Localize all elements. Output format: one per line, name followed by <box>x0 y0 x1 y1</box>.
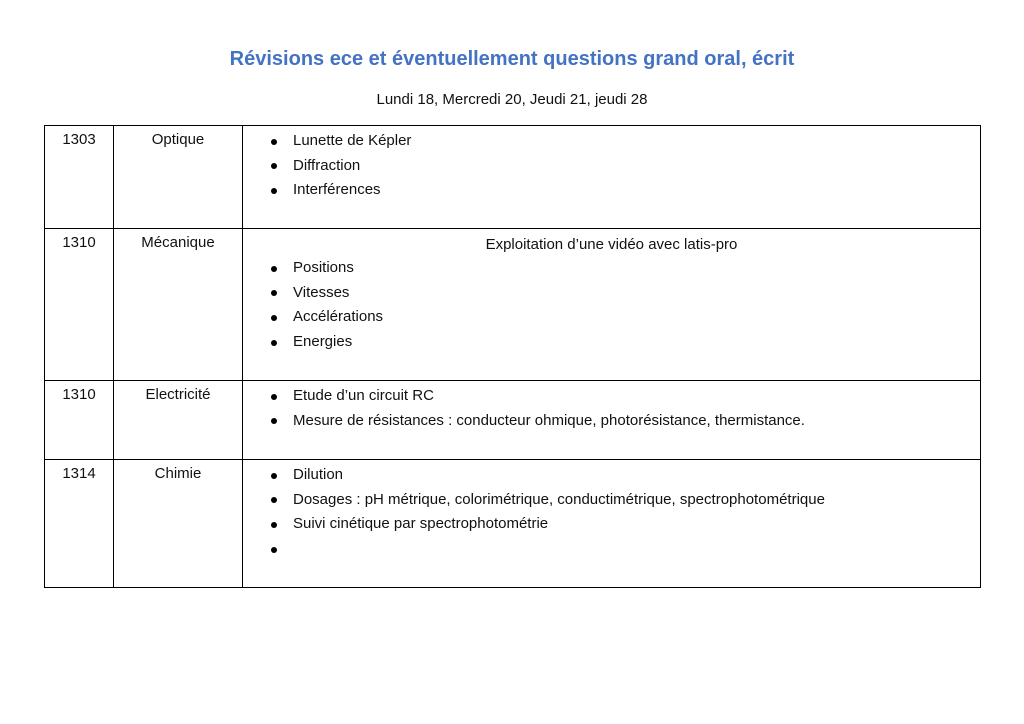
subject-cell: Optique <box>114 126 243 229</box>
list-item: Etude d’un circuit RC <box>243 384 980 409</box>
list-item: Dilution <box>243 463 980 488</box>
topic-heading: Exploitation d’une vidéo avec latis-pro <box>485 236 738 253</box>
topic-list <box>243 129 980 203</box>
room-cell: 1310 <box>45 229 114 381</box>
list-item: Positions <box>243 256 980 281</box>
list-item: Lunette de Képler <box>243 129 980 154</box>
subject-cell: Mécanique <box>114 229 243 381</box>
topic-list <box>243 463 980 562</box>
list-item: Diffraction <box>243 154 980 179</box>
topics-cell <box>243 126 981 229</box>
list-item: Interférences <box>243 178 980 203</box>
page-title: Révisions ece et éventuellement questions grand oral, écrit <box>229 48 795 70</box>
table-row-optique <box>45 126 981 229</box>
topics-cell <box>243 460 981 588</box>
topics-cell <box>243 229 981 381</box>
list-item: Energies <box>243 330 980 355</box>
list-item <box>243 537 980 562</box>
list-item: Vitesses <box>243 281 980 306</box>
list-item: Suivi cinétique par spectrophotométrie <box>243 512 980 537</box>
room-cell: 1303 <box>45 126 114 229</box>
topic-list <box>243 256 980 355</box>
table-row-electricite <box>45 381 981 460</box>
list-item: Mesure de résistances : conducteur ohmique, photorésistance, thermistance. <box>243 409 980 434</box>
list-item: Accélérations <box>243 305 980 330</box>
topics-cell <box>243 381 981 460</box>
session-dates: Lundi 18, Mercredi 20, Jeudi 21, jeudi 28 <box>376 91 648 108</box>
room-cell: 1310 <box>45 381 114 460</box>
table-row-chimie <box>45 460 981 588</box>
topic-list <box>243 384 980 433</box>
subject-cell: Chimie <box>114 460 243 588</box>
table-row-mecanique <box>45 229 981 381</box>
subject-cell: Electricité <box>114 381 243 460</box>
room-cell: 1314 <box>45 460 114 588</box>
list-item: Dosages : pH métrique, colorimétrique, conductimétrique, spectrophotométrique <box>243 488 980 513</box>
revision-table <box>44 125 981 588</box>
